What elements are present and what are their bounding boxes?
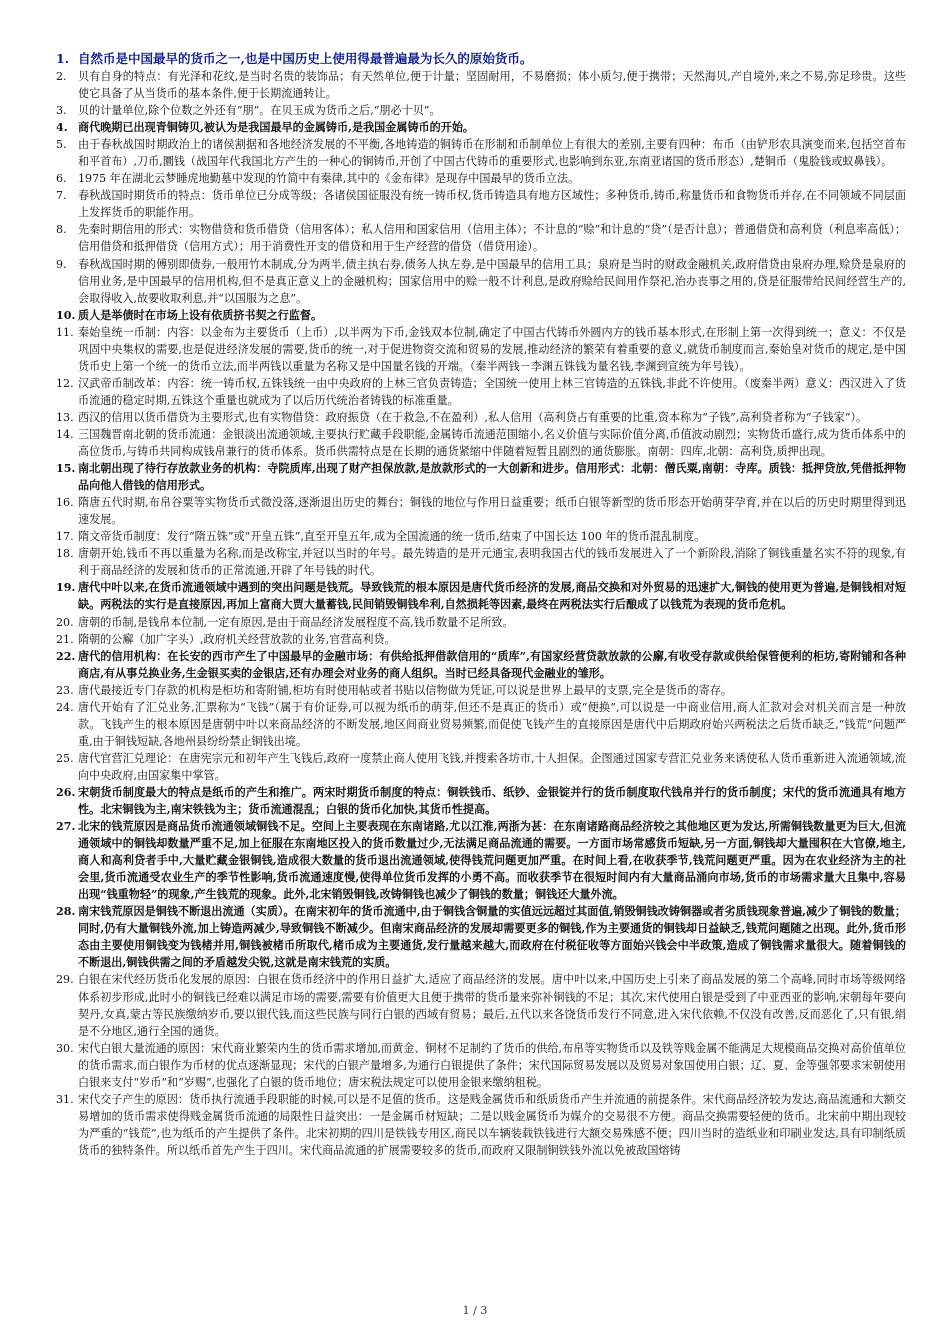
item-number: 31. xyxy=(56,1092,74,1106)
item-text: 隋朝的公廨（加广字头）,政府机关经营放款的业务,官营高利贷。 xyxy=(78,632,396,646)
item-text: 西汉的信用以货币借贷为主要形式,也有实物借贷：政府振贷（在于救急,不在盈利）,私人信用（高利贷占有重要的比重,资本称为“子钱”,高利贷者称为“子钱家”）。 xyxy=(78,410,868,424)
list-item xyxy=(56,971,906,1039)
item-number: 30. xyxy=(56,1041,74,1055)
item-text: 自然币是中国最早的货币之一,也是中国历史上使用得最普遍最为长久的原始货币。 xyxy=(78,51,533,66)
list-item xyxy=(56,494,906,528)
item-number: 27. xyxy=(56,820,76,834)
item-number: 14. xyxy=(56,427,74,441)
item-text: 秦始皇统一币制：内容：以金布为主要货币（上币）,以半两为下币,金钱双本位制,确定了中国古代铸币外圆内方的钱币基本形式,在形制上第一次得到统一；意义：不仅是巩固中央集权的需要,也是促进经济发展的需要,货币的统一,对于促进物资交流和贸易的发展,推动经济的繁荣有着重要的意义,就货币制度而言,秦始皇对货币的规定,是中国货币史上第一个统一的货币立法,而半两钱以重量为名称又是中国量名钱的开端。（秦半两钱－李渊五铢钱为量名钱,李渊到宣统为年号钱）。 xyxy=(78,325,906,373)
list-item xyxy=(56,1040,906,1091)
item-number: 16. xyxy=(56,496,74,510)
list-item xyxy=(56,256,906,307)
item-text: 由于春秋战国时期政治上的诸侯割据和各地经济发展的不平衡,各地铸造的铜铸币在形制和币制单位上有很大的差别,主要有四种：布币（由铲形农具演变而来,包括空首布和平首布）,刀币,圜钱（战国年代我国北方产生的一种心的铜铸币,开创了中国古代铸币的重要形式,也影响到东亚,东南亚诸国的货币形态）,楚铜币（鬼脸钱或蚁鼻钱）。 xyxy=(78,138,906,169)
item-number: 26. xyxy=(56,785,76,799)
item-number: 1. xyxy=(56,51,70,66)
item-text: 贝有自身的特点：有光泽和花纹,是当时名贵的装饰品；有天然单位,便于计量；坚固耐用，不易磨损；体小质匀,便于携带；天然海贝,产自境外,来之不易,弥足珍贵。这些使它具备了从当货币的基本条件,便于长期流通转让。 xyxy=(78,70,906,101)
item-number: 7. xyxy=(56,189,67,203)
list-item xyxy=(56,307,906,324)
item-number: 9. xyxy=(56,257,67,271)
item-number: 15. xyxy=(56,462,76,476)
item-text: 唐朝的币制,是钱帛本位制,一定有原因,是由于商品经济发展程度不高,钱币数量不足所致。 xyxy=(78,615,514,629)
item-text: 唐代中叶以来,在货币流通领域中遇到的突出问题是钱荒。导致钱荒的根本原因是唐代货币经济的发展,商品交换和对外贸易的迅速扩大,铜钱的使用更为普遍,是铜钱相对短缺。两税法的实行是直接原因,再加上富商大贾大量蓄钱,民间销毁铜钱牟利,自然损耗等因素,最终在两税法实行后酿成了以钱荒为表现的货币危机。 xyxy=(78,581,906,612)
list-item xyxy=(56,324,906,375)
item-number: 4. xyxy=(56,121,68,135)
item-text: 唐代最接近专门存款的机构是柜坊和寄附铺,柜坊有时使用帖或者书贴以信物做为凭证,可以说是世界上最早的支票,完全是货币的寄存。 xyxy=(78,683,733,697)
item-number: 10. xyxy=(56,308,76,322)
list-item xyxy=(56,699,906,750)
list-item xyxy=(56,631,906,648)
item-text: 商代晚期已出现青铜铸贝,被认为是我国最早的金属铸币,是我国金属铸币的开始。 xyxy=(78,121,475,135)
list-item xyxy=(56,903,906,971)
list-item xyxy=(56,187,906,221)
list-item xyxy=(56,50,906,68)
item-text: 质人是举债时在市场上设有依质挤书契之行监督。 xyxy=(78,308,323,322)
item-text: 宋代白银大量流通的原因：宋代商业繁荣内生的货币需求增加,而黄金、铜材不足制约了货币的供给,布帛等实物货币以及铁等贱金属不能满足大规模商品交换对高价值单位的货币需求,而白银作为币材的优点逐渐显现；宋代的白银产量增多,为通行白银提供了条件；宋代国际贸易发展以及贸易对象国使用白银；辽、夏、金等强邻要求宋朝使用白银来支付“岁币”和“岁赐”,也强化了白银的货币地位；唐宋税法规定可以使用金银来缴纳租税。 xyxy=(78,1041,906,1089)
item-number: 19. xyxy=(56,581,76,595)
item-text: 先秦时期信用的形式：实物借贷和货币借贷（信用客体）；私人信用和国家信用（信用主体）；不计息的“赊”和计息的“贷”（是否计息）；普通借贷和高利贷（利息率高低）；信用借贷和抵押借贷（信用方式）；用于消费性开支的借贷和用于生产经营的借贷（借贷用途）。 xyxy=(78,223,906,254)
page-number: 1 / 3 xyxy=(462,1304,488,1317)
item-text: 南北朝出现了待行存放款业务的机构：寺院质库,出现了财产担保放款,是放款形式的一大创新和进步。信用形式：北朝：僧氏粟,南朝：寺库。质钱：抵押贷放,凭借抵押物品向他人借钱的信用形式。 xyxy=(78,462,906,493)
list-item xyxy=(56,136,906,170)
list-item xyxy=(56,170,906,187)
item-text: 1975 年在湖北云梦睡虎地勤墓中发现的竹简中有秦律,其中的《金布律》是现存中国最早的货币立法。 xyxy=(78,172,580,186)
list-item xyxy=(56,614,906,631)
list-item xyxy=(56,68,906,102)
list-item xyxy=(56,426,906,460)
list-item xyxy=(56,528,906,545)
item-number: 2. xyxy=(56,70,67,83)
list-item xyxy=(56,460,906,494)
item-text: 隋唐五代时期,布帛谷粟等实物货币式微没落,逐渐退出历史的舞台；铜钱的地位与作用日益重要；纸币白银等新型的货币形态开始萌芽孕育,并在以后的历史时期里得到迅速发展。 xyxy=(78,496,906,527)
item-text: 春秋战国时期货币的特点：货币单位已分成等级；各诸侯国征服没有统一铸币权,货币铸造具有地方区域性；多种货币,铸币,称量货币和食物货币并存,在不同领域不同层面上发挥货币的职能作用。 xyxy=(78,189,906,220)
list-item xyxy=(56,784,906,818)
list-item xyxy=(56,682,906,699)
item-number: 20. xyxy=(56,615,74,629)
item-number: 6. xyxy=(56,172,67,186)
list-item xyxy=(56,545,906,579)
item-number: 8. xyxy=(56,223,67,237)
item-text: 北宋的钱荒原因是商品货币流通领域铜钱不足。空间上主要表现在东南诸路,尤以江淮,两浙为甚：在东南诸路商品经济较之其他地区更为发达,所需铜钱数量更为巨大,但流通领域中的铜钱却数量严重不足,加上征服在东南地区投入的货币数量过少,无法满足商品流通的需要。一方面市场常感货币短缺,另一方面,铜钱却大量囤积在大官僚,地主,商人和高利贷者手中,大量贮藏金银铜钱,造成很大数量的货币退出流通领域,使得钱荒问题更加严重。在时间上看,在收获季节,钱荒问题更严重。因为在农业经济为主的社会里,货币流通受农业生产的季节性影响,货币流通速度慢,使得单位货币发挥的小勇不高。而收获季节在很短时间内有大量商品涌向市场,货币的市场需求量大且集中,容易出现“钱重物轻”的现象,产生钱荒的现象。此外,北宋销毁铜钱,改铸铜钱也减少了铜钱的数量；铜钱还大量外流。 xyxy=(78,820,906,902)
list-item xyxy=(56,221,906,255)
item-text: 三国魏晋南北朝的货币流通：金银淡出流通领域,主要执行贮藏手段职能,金属铸币流通范围缩小,名义价值与实际价值分离,币值波动剧烈；实物货币盛行,成为货币体系中的高位货币,与铸币共同构成钱帛兼行的货币体系。货币供需特点是在长期的通货紧缩中伴随着短暂且剧烈的通货膨胀。南朝：四库,北朝：高利贷,质押出现。 xyxy=(78,427,906,459)
list-item xyxy=(56,1091,906,1159)
list-item xyxy=(56,648,906,682)
item-text: 白银在宋代经历货币化发展的原因：白银在货币经济中的作用日益扩大,适应了商品经济的发展。唐中叶以来,中国历史上引来了商品发展的第二个高峰,同时市场等级网络体系初步形成,此时小的铜钱已经难以满足市场的需要,需要有价值更大且便于携带的货币量来弥补铜钱的不足；其次,宋代使用白银是受到了中亚西亚的影响,宋朝每年要向契丹,女真,蒙古等民族缴纳岁币,要以银代钱,而这些民族与同行白银的西域有贸易；最后,五代以来各饶货币发行不同意,进入宋代依赖,不仅没有改善,反而恶化了,只有银,绢是不分地区,通行全国的通货。 xyxy=(78,973,906,1038)
item-number: 17. xyxy=(56,530,74,544)
item-number: 24. xyxy=(56,700,74,714)
item-number: 5. xyxy=(56,138,67,152)
item-text: 唐朝开始,钱币不再以重量为名称,而是改称宝,并冠以当时的年号。最先铸造的是开元通宝,表明我国古代的钱币发展进入了一个新阶段,消除了铜钱重量名实不符的现象,有利于商品经济的发展和货币的正常流通,开辟了年号钱的时代。 xyxy=(78,547,906,578)
item-text: 贝的计量单位,除个位数之外还有“朋”。在贝玉成为货币之后,“朋必十贝”。 xyxy=(78,104,441,118)
list-item xyxy=(56,750,906,784)
list-item xyxy=(56,102,906,119)
item-text: 南宋钱荒原因是铜钱不断退出流通（实质）。在南宋初年的货币流通中,由于铜钱含铜量的实值远远超过其面值,销毁铜钱改铸铜器或者劣质钱现象普遍,减少了铜钱的数量；同时,仍有大量铜钱外流,加上铸造两减少,导致铜钱不断减少。但南宋商品经济的发展却需要更多的铜钱,作为主要通货的铜钱却日益缺乏,钱荒问题随之出现。此外,货币形态由主要使用铜钱变为钱楮并用,铜钱被楮币所取代,楮币成为主要通货,发行量越来越大,而政府在付税征收等方面始兴钱会中半政策,造成了铜钱需求量很大。随着铜钱的不断退出,铜钱供需之间的矛盾越发尖锐,这就是南宋钱荒的实质。 xyxy=(78,905,906,970)
item-text: 隋文帝货币制度：发行“隋五铢”或“开皇五铢”,直至开皇五年,成为全国流通的统一货币,结束了中国长达 100 年的货币混乱制度。 xyxy=(78,530,706,544)
list-item xyxy=(56,119,906,136)
item-number: 21. xyxy=(56,632,74,646)
item-text: 宋朝货币制度最大的特点是纸币的产生和推广。两宋时期货币制度的特点：铜铁钱币、纸钞、金银锭并行的货币制度取代钱帛并行的货币制度；宋代的货币流通具有地方性。北宋铜钱为主,南宋铁钱为主；货币流通混乱；白银的货币化加快,其货币性提高。 xyxy=(78,785,906,817)
list-item xyxy=(56,409,906,426)
item-text: 宋代交子产生的原因：货币执行流通手段职能的时候,可以是不足值的货币。这是贱金属货币和纸质货币产生并流通的前提条件。宋代商品经济较为发达,商品流通和大额交易增加的货币需求使得贱金属货币流通的局限性日益突出：一是金属币材短缺；二是以贱金属货币为媒介的交易很不方便。商品交换需要轻便的货币。北宋前中期出现较为严重的“钱荒”,也为纸币的产生提供了条件。北宋初期的四川是铁钱专用区,商民以车辆装载铁钱进行大额交易殊感不便；四川当时的造纸业和印刷业发达,具有印制纸质货币的独特条件。所以纸币首先产生于四川。宋代商品流通的扩展需要较多的货币,而政府又限制铜铁钱外流以免被敌国熔铸 xyxy=(78,1092,906,1157)
item-number: 3. xyxy=(56,104,67,118)
item-number: 18. xyxy=(56,547,74,561)
list-item xyxy=(56,375,906,409)
item-text: 春秋战国时期的傅别即债券,一般用竹木制成,分为两半,债主执右券,债务人执左券,是中国最早的信用工具；泉府是当时的财政金融机关,政府借贷由泉府办理,赊贷是泉府的信用业务,是中国最早的信用机构,但不是真正意义上的金融机构；国家信用中的赊一般不计利息,是政府赊给民间用作祭祀,治办丧事之用的,贷是征服带给民间经营生产的,会取得收入,故要收取利息,并“以国服为之息”。 xyxy=(78,257,906,305)
item-text: 唐代的信用机构：在长安的西市产生了中国最早的金融市场：有供给抵押借款信用的“质库”,有国家经营贷款放款的公廨,有收受存款或供给保管便利的柜坊,寄附铺和各种商店,有从事兑换业务,生金银买卖的金银店,还有办理会对业务的商人组织。当时已经具备现代金融业的雏形。 xyxy=(78,649,906,680)
item-number: 25. xyxy=(56,751,74,765)
document-page xyxy=(56,50,906,1159)
item-number: 12. xyxy=(56,376,74,390)
numbered-list xyxy=(56,50,906,1159)
item-text: 汉武帝币制改革：内容：统一铸币权,五铢钱统一由中央政府的上林三官负责铸造；全国统一使用上林三官铸造的五铢钱,非此不许使用。（废秦半两）意义：西汉进入了货币流通的稳定时期,五铢这个重量也就成为了以后历代统治者铸钱的标准重量。 xyxy=(78,376,906,407)
item-number: 29. xyxy=(56,973,74,987)
item-number: 22. xyxy=(56,649,76,663)
item-number: 28. xyxy=(56,905,76,919)
item-text: 唐代官营汇兑理论：在唐宪宗元和初年产生飞钱后,政府一度禁止商人使用飞钱,并搜索各坊市,十人担保。企图通过国家专营汇兑业务来诱使私人货币重新进入流通领域,流向中央政府,由国家集中掌管。 xyxy=(78,751,906,782)
item-number: 13. xyxy=(56,410,74,424)
list-item xyxy=(56,579,906,613)
item-number: 23. xyxy=(56,683,74,697)
list-item xyxy=(56,818,906,903)
item-number: 11. xyxy=(56,325,74,339)
item-text: 唐代开始有了汇兑业务,汇票称为“飞钱”（属于有价证券,可以视为纸币的萌芽,但还不是真正的货币）或“便换”,可以说是一中商业信用,商人汇款对会对机关而言是一种放款。飞钱产生的根本原因是唐朝中叶以来商品经济的不断发展,地区间商业贸易频繁,而促使飞钱产生的直接原因是唐代中后期政府始兴两税法之后货币缺乏,“钱荒”问题严重,由于铜钱短缺,各地州县纷纷禁止铜钱出境。 xyxy=(78,700,906,748)
